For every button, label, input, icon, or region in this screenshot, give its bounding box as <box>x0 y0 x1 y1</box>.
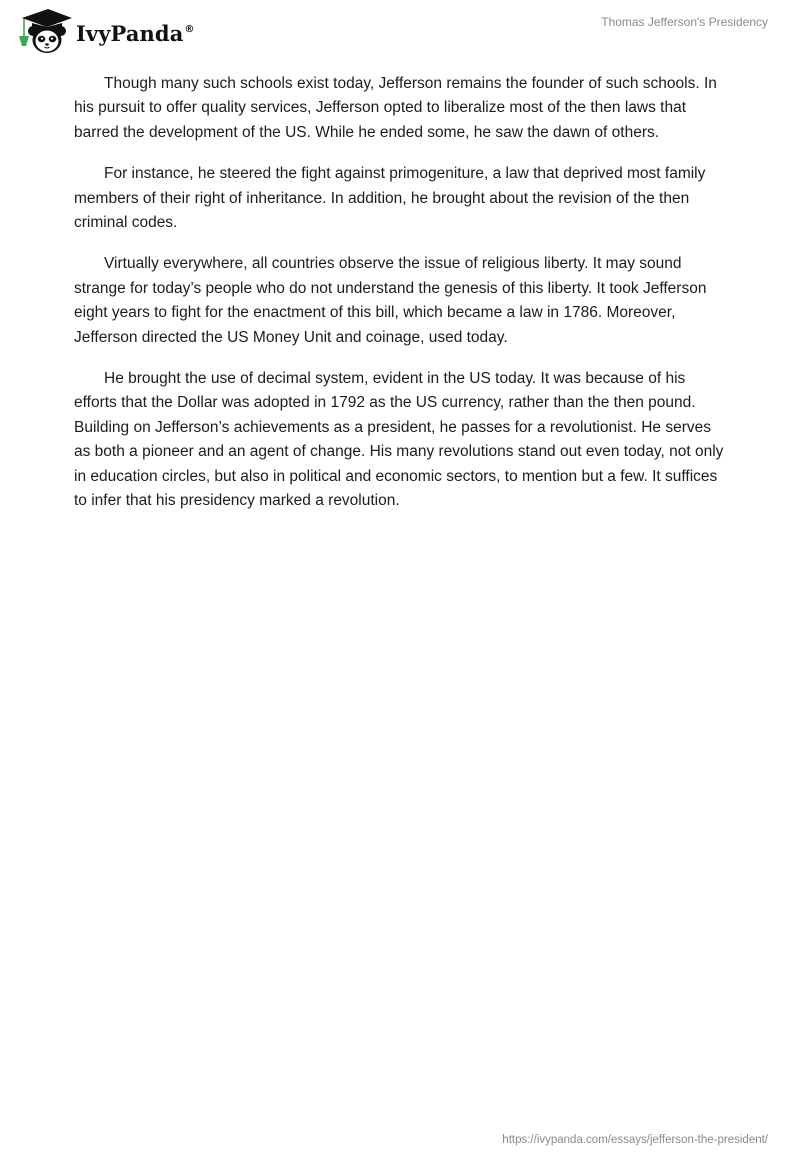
source-url-link[interactable]: https://ivypanda.com/essays/jefferson-the-president/ <box>502 1134 768 1146</box>
paragraph: Virtually everywhere, all countries observe the issue of religious liberty. It may sound strange for today’s people who do not understand the genesis of this liberty. It took Jefferson eight years to fight for the enactment of this bill, which became a law in 1786. Moreover, Jefferson directed the US Money Unit and coinage, used today. <box>74 255 707 346</box>
document-title: Thomas Jefferson's Presidency <box>601 15 768 29</box>
brand-logo[interactable] <box>14 6 195 56</box>
essay-body <box>74 72 728 531</box>
panda-graduation-cap-icon <box>14 6 76 56</box>
paragraph: He brought the use of decimal system, evident in the US today. It was because of his efforts that the Dollar was adopted in 1792 as the US currency, rather than the then pound. Building on Jefferson’s achievements as a president, he passes for a revolutionist. He serves as both a pioneer and an agent of change. His many revolutions stand out even today, not only in education circles, but also in political and economic sectors, to mention but a few. It suffices to infer that his presidency marked a revolution. <box>74 370 724 510</box>
registered-mark: ® <box>184 23 195 35</box>
page-header <box>0 0 800 70</box>
paragraph: For instance, he steered the fight against primogeniture, a law that deprived most family members of their right of inheritance. In addition, he brought about the revision of the then criminal codes. <box>74 165 706 232</box>
paragraph: Though many such schools exist today, Jefferson remains the founder of such schools. In his pursuit to offer quality services, Jefferson opted to liberalize most of the then laws that barred the development of the US. While he ended some, he saw the dawn of others. <box>74 75 717 141</box>
brand-name: IvyPanda® <box>76 20 195 46</box>
